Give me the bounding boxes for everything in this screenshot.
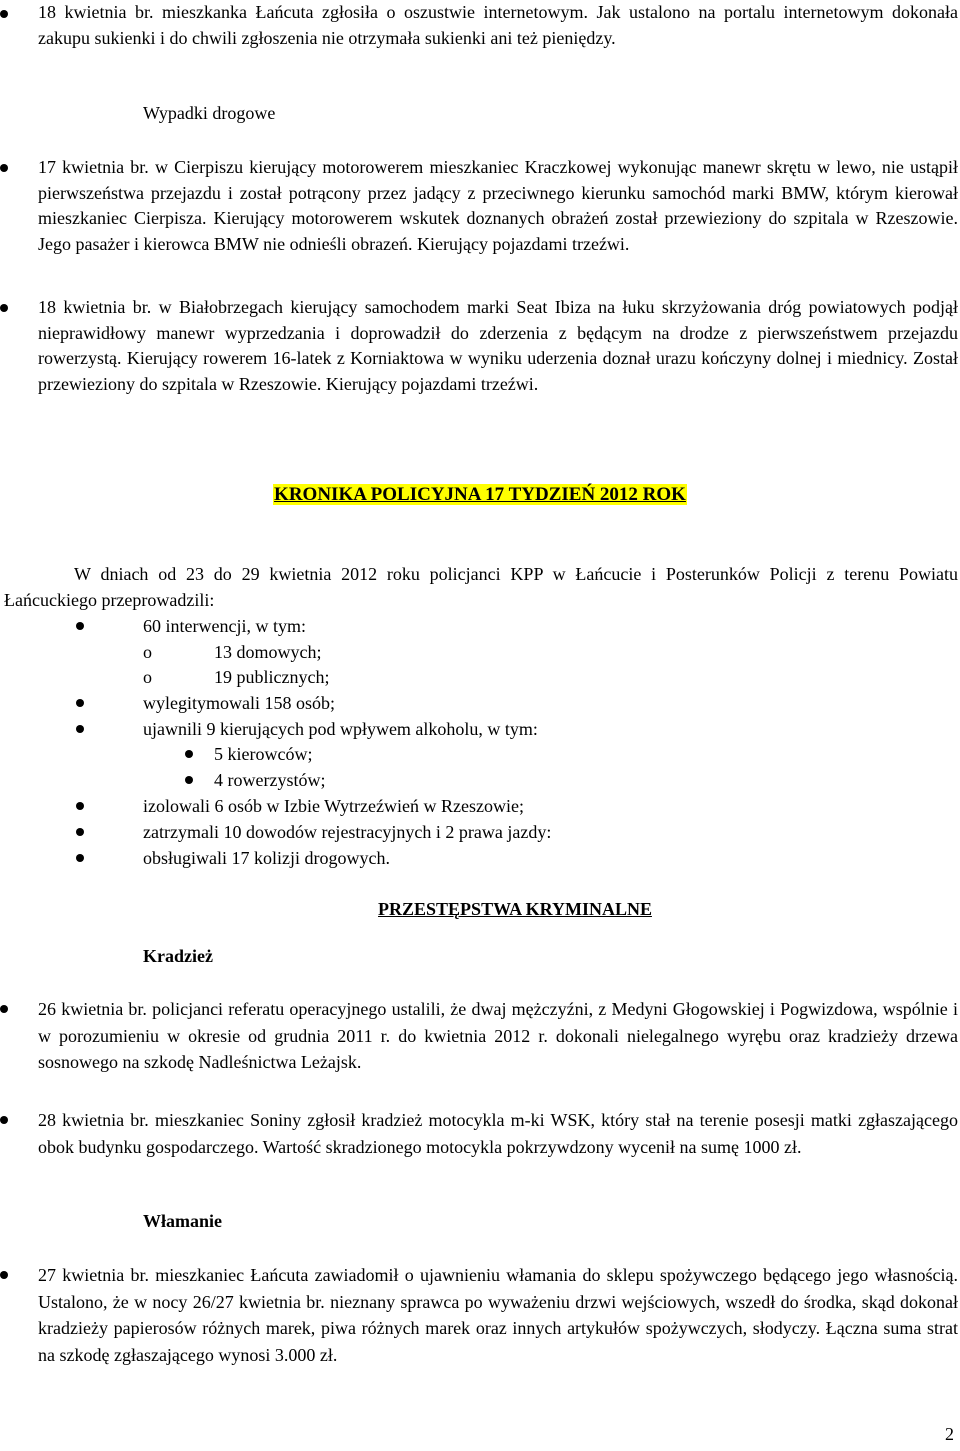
stat-izolowali: izolowali 6 osób w Izbie Wytrzeźwień w Rzeszowie;: [143, 796, 524, 816]
kradziez-item: 28 kwietnia br. mieszkaniec Soniny zgłosił kradzież motocykla m-ki WSK, który stał na terenie posesji matki zgłaszającego obok budynku gospodarczego. Wartość skradzionego motocykla pokrzywdzony wycenił na sumę 1000 zł.: [38, 1110, 958, 1157]
intro-item: 18 kwietnia br. mieszkanka Łańcuta zgłosiła o oszustwie internetowym. Jak ustalono na portalu internetowym dokonała zakupu sukienki i do chwili zgłoszenia nie otrzymała sukienki ani też pieniędzy.: [38, 2, 958, 48]
bullet-icon: [0, 164, 8, 172]
stat-wylegitymowali: wylegitymowali 158 osób;: [143, 693, 335, 713]
bullet-icon: [185, 776, 193, 784]
bullet-icon: [76, 725, 84, 733]
stat-zatrzymali: zatrzymali 10 dowodów rejestracyjnych i 2 prawa jazdy:: [143, 822, 552, 842]
sub-marker: o: [143, 667, 152, 687]
wlamanie-item: 27 kwietnia br. mieszkaniec Łańcuta zawiadomił o ujawnieniu włamania do sklepu spożywczego będącego jego własnością. Ustalono, że w nocy 26/27 kwietnia br. nieznany sprawca po wyważeniu drzwi wejściowych, wszedł do środka, skąd dokonał kradzieży papierosów różnych marek, piwa różnych marek oraz innych artykułów spożywczych, słodyczy. Łączna suma strat na szkodę zgłaszającego wynosi 3.000 zł.: [38, 1265, 958, 1366]
bullet-icon: [0, 10, 8, 18]
wypadki-item: 17 kwietnia br. w Cierpiszu kierujący motorowerem mieszkaniec Kraczkowej wykonując manewr skrętu w lewo, nie ustąpił pierwszeństwa przejazdu i został potrącony przez jadący z przeciwnego kierunku samochód marki BMW, którym kierował mieszkaniec Cierpisza. Kierujący motorowerem wskutek doznanych obrażeń został przewieziony do szpitala w Rzeszowie. Jego pasażer i kierowca BMW nie odnieśli obrazeń. Kierujący pojazdami trzeźwi.: [38, 157, 958, 254]
bullet-icon: [76, 622, 84, 630]
bullet-icon: [0, 1116, 8, 1124]
stat-kolizje: obsługiwali 17 kolizji drogowych.: [143, 848, 390, 868]
bullet-icon: [76, 854, 84, 862]
bullet-icon: [0, 1005, 8, 1013]
section-heading-kradziez: Kradzież: [143, 946, 213, 966]
wypadki-item: 18 kwietnia br. w Białobrzegach kierujący samochodem marki Seat Ibiza na łuku skrzyżowania dróg powiatowych podjął nieprawidłowy manewr wyprzedzania i doprowadził do zderzenia z będącym na drodze z pierwszeństwem przejazdu rowerzystą. Kierujący rowerem 16-latek z Korniaktowa w wyniku uderzenia doznał urazu kończyny dolnej i miednicy. Został przewieziony do szpitala w Rzeszowie. Kierujący pojazdami trzeźwi.: [38, 297, 958, 394]
stat-interwencje: 60 interwencji, w tym:: [143, 616, 306, 636]
bullet-icon: [0, 1271, 8, 1279]
kronika-title-text: KRONIKA POLICYJNA 17 TYDZIEŃ 2012 ROK: [274, 484, 686, 505]
sub-marker: o: [143, 642, 152, 662]
section-heading-wlamanie: Włamanie: [143, 1211, 222, 1231]
section-heading-wypadki: Wypadki drogowe: [143, 103, 276, 123]
bullet-icon: [0, 304, 8, 312]
bullet-icon: [76, 828, 84, 836]
stat-ujawnili: ujawnili 9 kierujących pod wpływem alkoholu, w tym:: [143, 719, 538, 739]
stat-publiczne: 19 publicznych;: [214, 667, 330, 687]
stat-kierowcy: 5 kierowców;: [214, 744, 313, 764]
page-number: 2: [945, 1424, 954, 1444]
przestepstwa-title: PRZESTĘPSTWA KRYMINALNE: [378, 899, 652, 919]
kradziez-item: 26 kwietnia br. policjanci referatu operacyjnego ustalili, że dwaj mężczyźni, z Medyni Głogowskiej i Pogwizdowa, wspólnie i w porozumieniu w okresie od grudnia 2011 r. do kwietnia 2012 r. dokonali nielegalnego wyrębu oraz kradzieży drzewa sosnowego na szkodę Nadleśnictwa Leżajsk.: [38, 999, 958, 1072]
kronika-title: [0, 484, 960, 506]
summary-intro: W dniach od 23 do 29 kwietnia 2012 roku policjanci KPP w Łańcucie i Posterunków Policji z terenu Powiatu Łańcuckiego przeprowadzili:: [4, 564, 958, 610]
stat-rowerzysci: 4 rowerzystów;: [214, 770, 326, 790]
bullet-icon: [185, 750, 193, 758]
bullet-icon: [76, 699, 84, 707]
stat-domowe: 13 domowych;: [214, 642, 322, 662]
bullet-icon: [76, 802, 84, 810]
